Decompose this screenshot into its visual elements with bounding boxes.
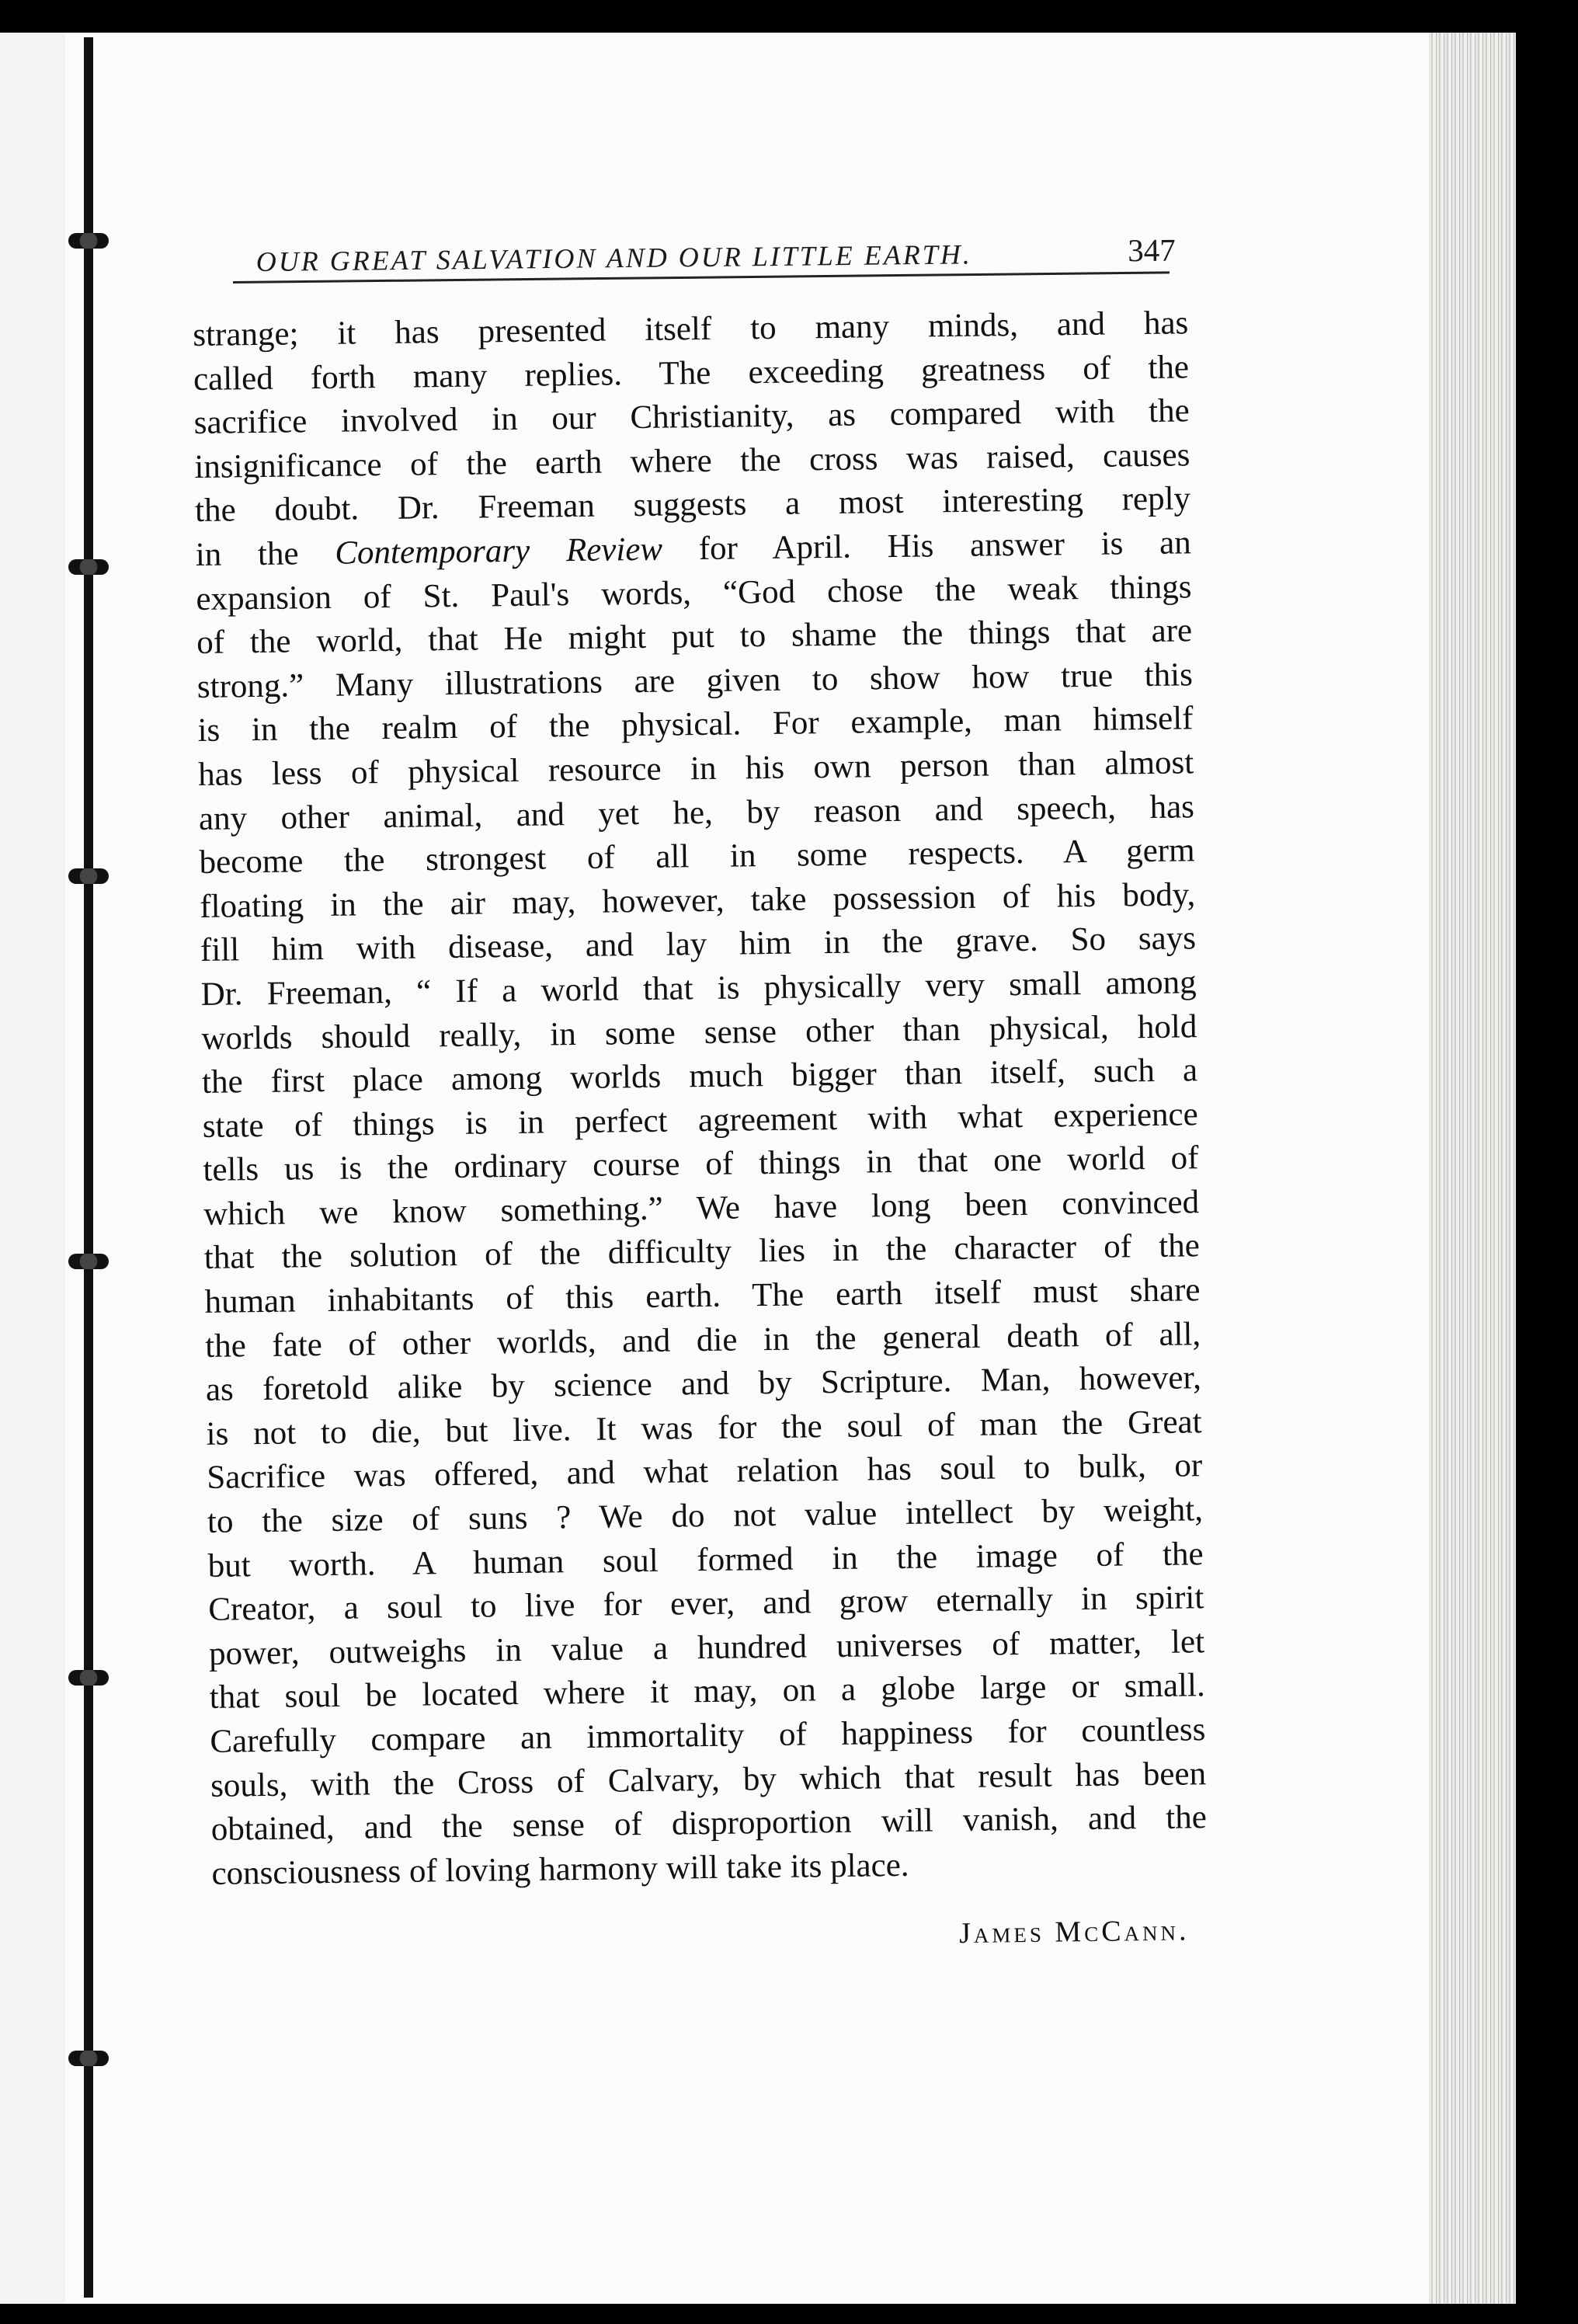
- text-line: obtained, and the sense of disproportion will vanish, and the: [210, 1799, 1208, 1849]
- binding-ring: [68, 233, 109, 249]
- text-line: power, outweighs in value a hundred universes of matter, let: [208, 1623, 1205, 1672]
- text-line: fill him with disease, and lay him in the grave. So says: [200, 920, 1197, 969]
- facing-page-edge: [0, 33, 65, 2304]
- text-line: floating in the air may, however, take possession of his body,: [200, 876, 1196, 925]
- text-line: any other animal, and yet he, by reason and speech, has: [198, 788, 1195, 837]
- text-line: Creator, a soul to live for ever, and grow eternally in spirit: [208, 1579, 1204, 1629]
- binding-ring: [68, 2051, 109, 2066]
- text-line: of the world, that He might put to shame the things that are: [196, 612, 1193, 662]
- binding-gutter: [84, 37, 93, 2298]
- author-signature: James McCann.: [958, 1914, 1190, 1950]
- text-line: called forth many replies. The exceeding greatness of the: [193, 348, 1190, 398]
- binding-ring: [68, 559, 109, 575]
- binding-ring: [68, 1670, 109, 1686]
- text-line: which we know something.” We have long been convinced: [203, 1184, 1200, 1233]
- text-line: but worth. A human soul formed in the image of the: [207, 1535, 1204, 1585]
- text-line: insignificance of the earth where the cross was raised, causes: [194, 437, 1190, 485]
- text-line: expansion of St. Paul's words, “God chose the weak things: [196, 568, 1192, 618]
- text-line: has less of physical resource in his own person than almost: [197, 744, 1194, 793]
- text-line: that soul be located where it may, on a globe large or small.: [209, 1667, 1205, 1717]
- text-line: the doubt. Dr. Freeman suggests a most interesting reply: [194, 480, 1191, 530]
- text-line: Sacrifice was offered, and what relation has soul to bulk, or: [207, 1447, 1203, 1497]
- text-line: state of things is in perfect agreement with what experience: [202, 1095, 1198, 1145]
- text-line: tells us is the ordinary course of things in that one world of: [203, 1139, 1199, 1189]
- text-line: Carefully compare an immortality of happiness for countless: [210, 1711, 1206, 1760]
- text-line: strange; it has presented itself to many minds, and has: [193, 304, 1189, 353]
- text-line: become the strongest of all in some respects. A germ: [199, 832, 1195, 882]
- text-line: the first place among worlds much bigger than itself, such a: [201, 1052, 1198, 1101]
- text-fragment: for April. His answer is an: [698, 524, 1191, 568]
- text-line: human inhabitants of this earth. The earth itself must share: [204, 1272, 1201, 1320]
- text-line: worlds should really, in some sense other than physical, hold: [201, 1007, 1197, 1057]
- text-line: the fate of other worlds, and die in the general death of all,: [204, 1315, 1201, 1365]
- binding-ring: [68, 1254, 109, 1269]
- article-body: [193, 301, 1208, 1974]
- text-line: is in the realm of the physical. For example, man himself: [197, 700, 1194, 750]
- text-line: consciousness of loving harmony will take its place.: [211, 1846, 909, 1892]
- text-fragment: in the: [195, 535, 299, 573]
- text-line: to the size of suns ? We do not value intellect by weight,: [207, 1491, 1204, 1540]
- text-line: as foretold alike by science and by Scripture. Man, however,: [205, 1359, 1202, 1409]
- text-line: sacrifice involved in our Christianity, as compared with the: [193, 392, 1190, 442]
- text-line: Dr. Freeman, “ If a world that is physically very small among: [200, 964, 1197, 1013]
- text-line: strong.” Many illustrations are given to show how true this: [196, 656, 1194, 705]
- page-number: 347: [1127, 231, 1176, 269]
- text-line: that the solution of the difficulty lies in the character of the: [203, 1227, 1201, 1277]
- text-line: is not to die, but live. It was for the soul of man the Great: [206, 1404, 1202, 1452]
- running-head-title: OUR GREAT SALVATION AND OUR LITTLE EARTH.: [255, 238, 973, 278]
- running-head: [255, 222, 1176, 278]
- text-line: souls, with the Cross of Calvary, by which that result has been: [210, 1755, 1207, 1804]
- page-stack-edges: [1429, 33, 1516, 2304]
- binding-ring: [68, 868, 109, 884]
- journal-title: Contemporary Review: [335, 531, 663, 572]
